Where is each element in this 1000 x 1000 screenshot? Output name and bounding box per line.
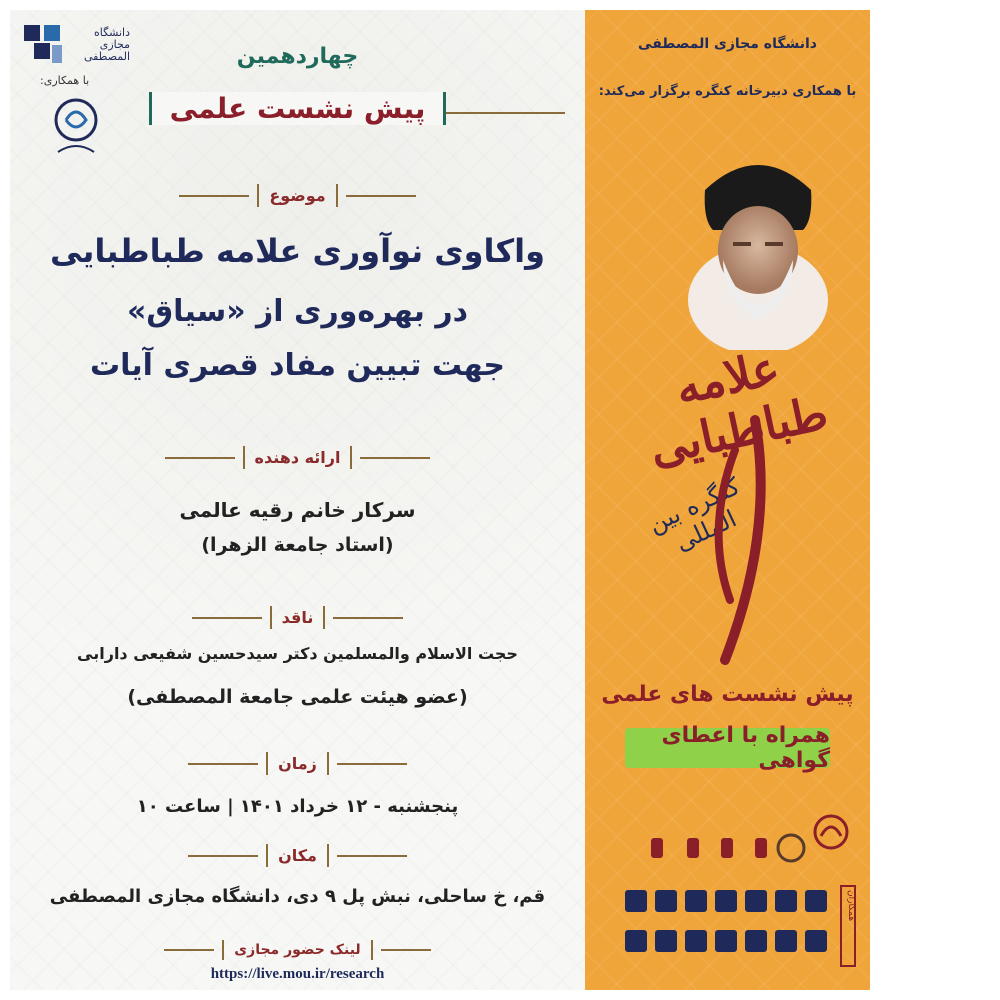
ornament-line-right bbox=[164, 949, 214, 951]
ornament-line-right bbox=[188, 763, 258, 765]
sessions-text: پیش نشست های علمی bbox=[601, 682, 854, 707]
link-label: لینک حضور مجازی bbox=[222, 940, 372, 960]
ornament-line-right bbox=[165, 457, 235, 459]
session-title bbox=[10, 92, 585, 125]
organizer-text: دانشگاه مجازی المصطفی bbox=[638, 36, 817, 52]
ornament-line-left bbox=[346, 195, 416, 197]
live-link[interactable]: https://live.mou.ir/research bbox=[210, 966, 385, 982]
calligraphy-strokes bbox=[665, 410, 785, 670]
partners-label: همکاران bbox=[846, 890, 856, 922]
edition-text: چهاردهمین bbox=[236, 44, 359, 69]
place-label-row bbox=[10, 844, 585, 867]
title-frame bbox=[149, 92, 447, 125]
university-name: دانشگاه مجازی المصطفی bbox=[83, 26, 130, 63]
calligraphy-main: علامه طباطبایی bbox=[644, 340, 833, 476]
presenter-label-row bbox=[10, 446, 585, 469]
calligraphy-sub: کنگره بین المللی bbox=[643, 472, 745, 557]
place-value: قم، خ ساحلی، نبش پل ۹ دی، دانشگاه مجازی المصطفی bbox=[49, 886, 546, 907]
place-label: مکان bbox=[266, 844, 329, 867]
time-value: پنجشنبه - ۱۲ خرداد ۱۴۰۱ | ساعت ۱۰ bbox=[136, 796, 459, 817]
right-panel bbox=[585, 10, 870, 990]
ornament-line-left bbox=[381, 949, 431, 951]
critic-label-row bbox=[10, 606, 585, 629]
critic-title: (عضو هیئت علمی جامعة المصطفی) bbox=[127, 686, 468, 708]
link-label-row bbox=[10, 940, 585, 960]
ornament-line-left bbox=[337, 855, 407, 857]
topic-label: موضوع bbox=[257, 184, 337, 207]
presenter-label: ارائه دهنده bbox=[243, 446, 353, 469]
ornament-line-right bbox=[188, 855, 258, 857]
partner-logos bbox=[621, 810, 861, 980]
portrait-image bbox=[683, 150, 833, 350]
critic-name: حجت الاسلام والمسلمین دکتر سیدحسین شفیعی دارابی bbox=[77, 644, 518, 663]
topic-line-3: جهت تبیین مفاد قصری آیات bbox=[89, 348, 506, 383]
time-label: زمان bbox=[266, 752, 329, 775]
presenter-title: (استاد جامعة الزهرا) bbox=[201, 534, 394, 556]
ornament-line-right bbox=[192, 617, 262, 619]
time-label-row bbox=[10, 752, 585, 775]
certificate-text: همراه با اعطای گواهی bbox=[661, 723, 830, 773]
topic-line-1: واکاوی نوآوری علامه طباطبایی bbox=[49, 232, 545, 270]
page-title: پیش نشست علمی bbox=[169, 92, 426, 125]
ornament-line-right bbox=[179, 195, 249, 197]
topic-label-row bbox=[10, 184, 585, 207]
left-panel bbox=[10, 10, 585, 990]
critic-label: ناقد bbox=[270, 606, 326, 629]
presenter-name: سرکار خانم رقیه عالمی bbox=[179, 498, 416, 522]
cooperation-label: با همکاری: bbox=[40, 74, 90, 87]
ornament-line-left bbox=[337, 763, 407, 765]
ornament-line-left bbox=[333, 617, 403, 619]
cooperation-text: با همکاری دبیرخانه کنگره برگزار می‌کند: bbox=[598, 84, 857, 99]
topic-line-2: در بهره‌وری از «سیاق» bbox=[126, 294, 468, 329]
certificate-badge bbox=[625, 723, 830, 773]
ornament-line-left bbox=[360, 457, 430, 459]
